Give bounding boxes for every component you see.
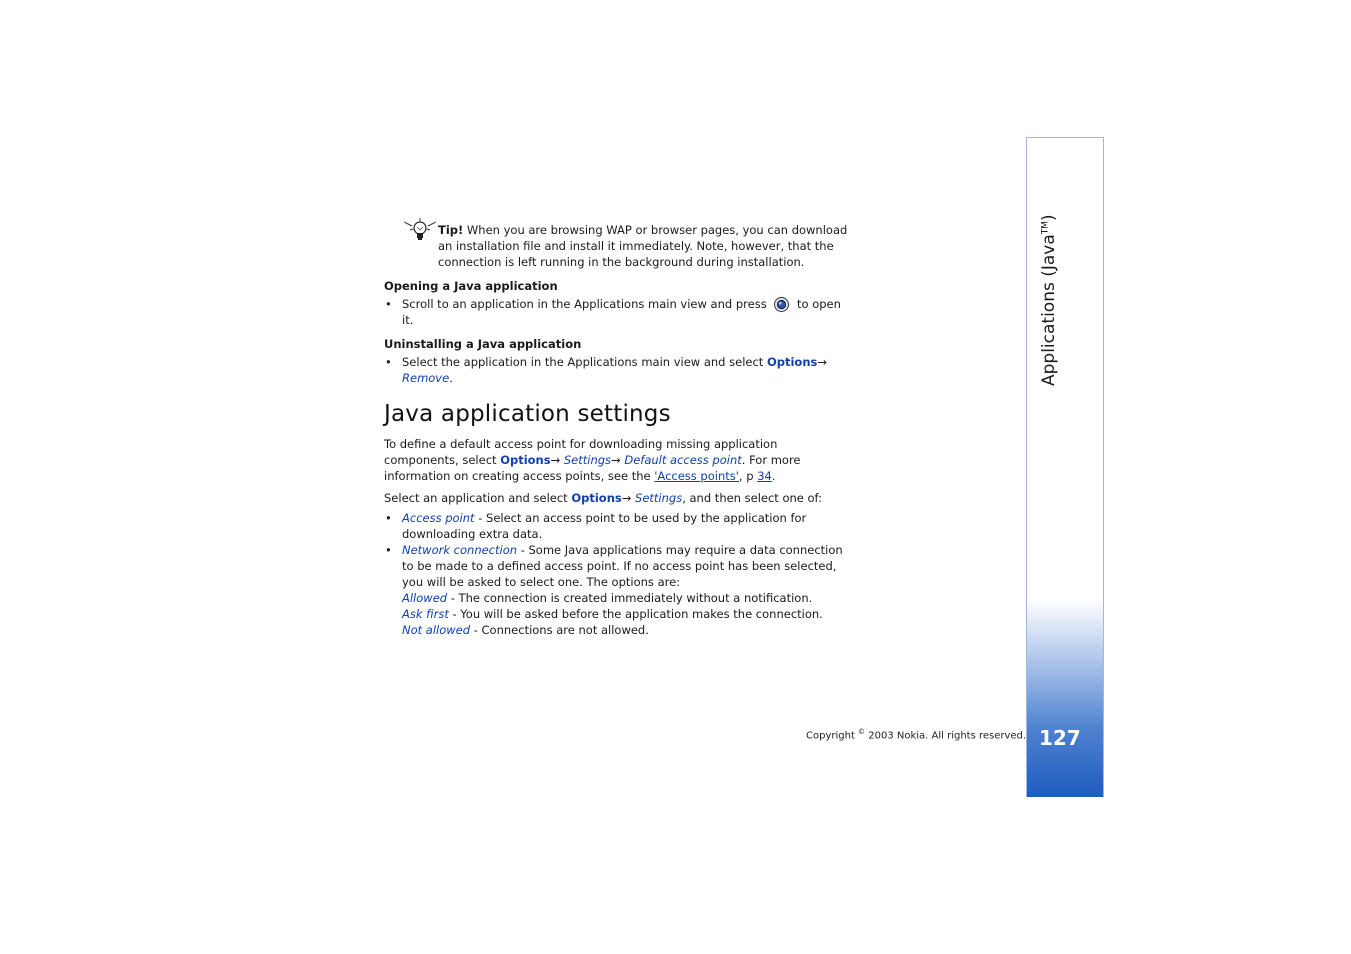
network-connection-description: - Some Java applications may require a data connection to be made to a defined access point. If no access point has been selected, you will be asked to select one. The options are: xyxy=(402,543,843,589)
arrow: → xyxy=(550,453,564,467)
period: . xyxy=(449,371,453,385)
settings-command: Settings xyxy=(635,491,683,505)
trademark-symbol: TM xyxy=(1040,220,1051,235)
copyright-prefix: Copyright xyxy=(806,730,859,742)
tip-label: Tip! xyxy=(438,223,464,237)
para1-text-after: . For more information on creating access points, see the xyxy=(384,453,801,483)
arrow: → xyxy=(611,453,625,467)
allowed-label: Allowed xyxy=(402,591,448,605)
page-34-link[interactable]: 34 xyxy=(757,469,772,483)
bullet-dot: • xyxy=(385,355,392,369)
page-number: 127 xyxy=(1039,726,1081,750)
section-title: Java application settings xyxy=(384,401,671,427)
access-point-setting: Access point xyxy=(402,511,475,525)
access-point-item xyxy=(384,510,854,542)
copyright-notice xyxy=(806,728,1026,741)
not-allowed-label: Not allowed xyxy=(402,623,471,637)
default-access-point-command: Default access point xyxy=(624,453,742,467)
chapter-sidebar xyxy=(1026,137,1104,797)
bullet-dot: • xyxy=(385,297,392,311)
options-command: Options xyxy=(571,491,622,505)
settings-paragraph-2 xyxy=(384,490,854,506)
para2-text: Select an application and select xyxy=(384,491,572,505)
bullet-dot: • xyxy=(385,511,392,525)
page-ref-prefix: , p xyxy=(738,469,758,483)
para2-text-after: , and then select one of: xyxy=(682,491,823,505)
arrow: → xyxy=(817,355,827,369)
remove-command: Remove xyxy=(402,371,450,385)
option-ask-first xyxy=(402,606,854,622)
lightbulb-icon xyxy=(404,218,436,242)
settings-paragraph-1 xyxy=(384,436,854,484)
period: . xyxy=(771,469,776,483)
main-content xyxy=(384,222,854,638)
options-command: Options xyxy=(500,453,551,467)
options-command: Options xyxy=(766,355,818,369)
opening-text-after: to open it. xyxy=(402,297,841,327)
tip-text: When you are browsing WAP or browser pages, you can download an installation file and install it immediately. Note, however, that the connection is left running in the background during installation. xyxy=(438,223,848,269)
settings-command: Settings xyxy=(563,453,612,467)
opening-text-before: Scroll to an application in the Applications main view and press xyxy=(402,297,767,311)
option-not-allowed xyxy=(402,622,854,638)
copyright-suffix: 2003 Nokia. All rights reserved. xyxy=(865,730,1027,742)
chapter-title xyxy=(1039,214,1059,386)
bullet-dot: • xyxy=(385,543,392,557)
ask-first-text: - You will be asked before the application makes the connection. xyxy=(448,607,823,621)
option-allowed xyxy=(402,590,854,606)
network-connection-setting: Network connection xyxy=(402,543,518,557)
network-connection-item xyxy=(384,542,854,638)
allowed-text: - The connection is created immediately without a notification. xyxy=(447,591,813,605)
opening-heading: Opening a Java application xyxy=(384,279,558,293)
uninstalling-bullet-item xyxy=(384,354,854,386)
uninstalling-heading: Uninstalling a Java application xyxy=(384,337,582,351)
arrow: → xyxy=(621,491,636,505)
copyright-symbol: © xyxy=(858,728,866,736)
access-point-description: - Select an access point to be used by the application for downloading extra data. xyxy=(402,511,807,541)
access-points-link[interactable]: 'Access points' xyxy=(654,469,739,483)
para1-text: To define a default access point for downloading missing application components, select xyxy=(384,437,778,467)
navi-key-icon xyxy=(774,297,789,312)
uninstalling-text: Select the application in the Applications main view and select xyxy=(402,355,767,369)
chapter-title-end: ) xyxy=(1039,214,1059,221)
tip-box xyxy=(384,222,854,270)
not-allowed-text: - Connections are not allowed. xyxy=(470,623,649,637)
ask-first-label: Ask first xyxy=(402,607,449,621)
chapter-title-main: Applications (Java xyxy=(1039,234,1059,386)
opening-bullet-item xyxy=(384,296,854,328)
